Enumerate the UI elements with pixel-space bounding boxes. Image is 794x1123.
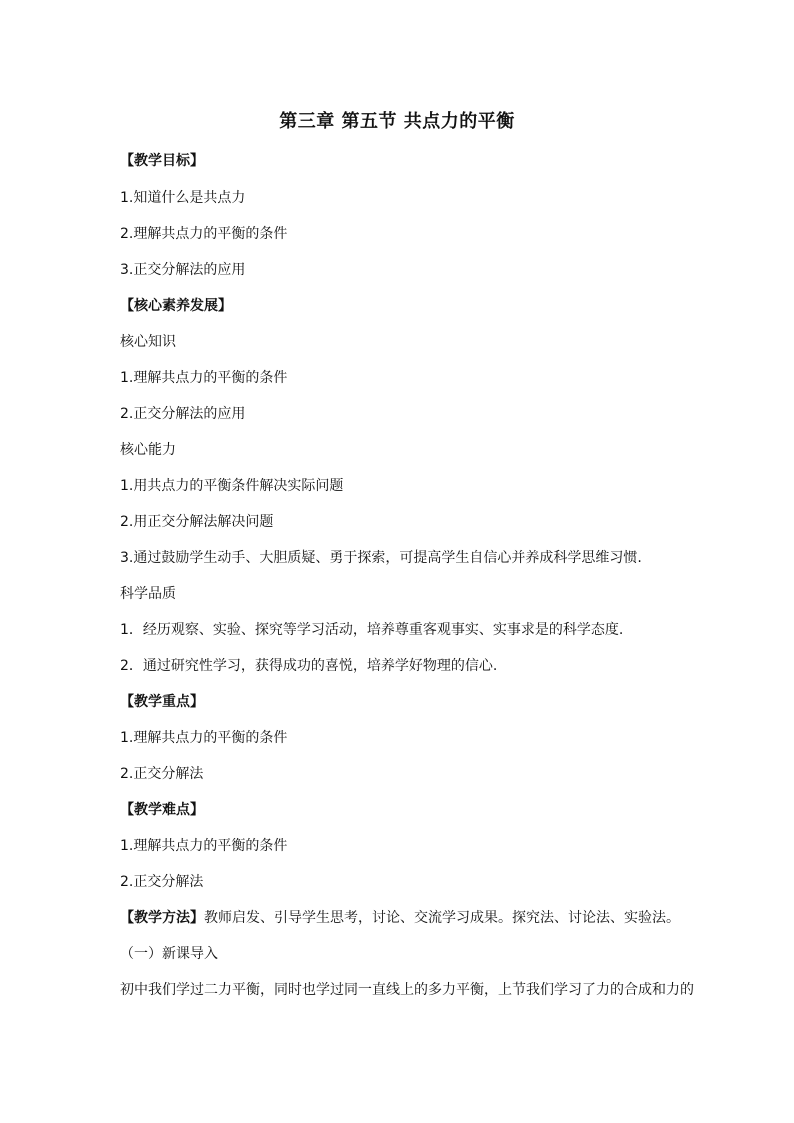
objective-item-3: 3.正交分解法的应用 (120, 262, 246, 278)
core-knowledge-item-2: 2.正交分解法的应用 (120, 406, 246, 422)
core-knowledge-item-1: 1.理解共点力的平衡的条件 (120, 370, 288, 386)
core-quality-item-2: 2．通过研究性学习，获得成功的喜悦，培养学好物理的信心. (120, 658, 498, 674)
intro-label: （一）新课导入 (120, 946, 218, 962)
core-heading: 【核心素养发展】 (120, 298, 232, 314)
key-points-heading: 【教学重点】 (120, 694, 204, 710)
key-point-item-2: 2.正交分解法 (120, 766, 204, 782)
objectives-heading: 【教学目标】 (120, 153, 204, 169)
core-quality-label: 科学品质 (120, 586, 176, 602)
difficulty-item-1: 1.理解共点力的平衡的条件 (120, 838, 288, 854)
methods-heading: 【教学方法】 (120, 910, 204, 926)
difficulties-heading: 【教学难点】 (120, 802, 204, 818)
core-ability-label: 核心能力 (120, 442, 176, 458)
document-title: 第三章 第五节 共点力的平衡 (279, 111, 515, 132)
methods-text: 教师启发、引导学生思考，讨论、交流学习成果。探究法、讨论法、实验法。 (204, 910, 680, 926)
objective-item-2: 2.理解共点力的平衡的条件 (120, 226, 288, 242)
core-ability-item-1: 1.用共点力的平衡条件解决实际问题 (120, 478, 344, 494)
key-point-item-1: 1.理解共点力的平衡的条件 (120, 730, 288, 746)
core-knowledge-label: 核心知识 (120, 334, 176, 350)
methods-line (120, 909, 680, 927)
objective-item-1: 1.知道什么是共点力 (120, 190, 246, 206)
core-ability-item-2: 2.用正交分解法解决问题 (120, 514, 274, 530)
core-ability-item-3: 3.通过鼓励学生动手、大胆质疑、勇于探索，可提高学生自信心并养成科学思维习惯. (120, 550, 642, 566)
difficulty-item-2: 2.正交分解法 (120, 874, 204, 890)
core-quality-item-1: 1．经历观察、实验、探究等学习活动，培养尊重客观事实、实事求是的科学态度. (120, 622, 624, 638)
intro-text: 初中我们学过二力平衡，同时也学过同一直线上的多力平衡，上节我们学习了力的合成和力的 (120, 982, 694, 998)
